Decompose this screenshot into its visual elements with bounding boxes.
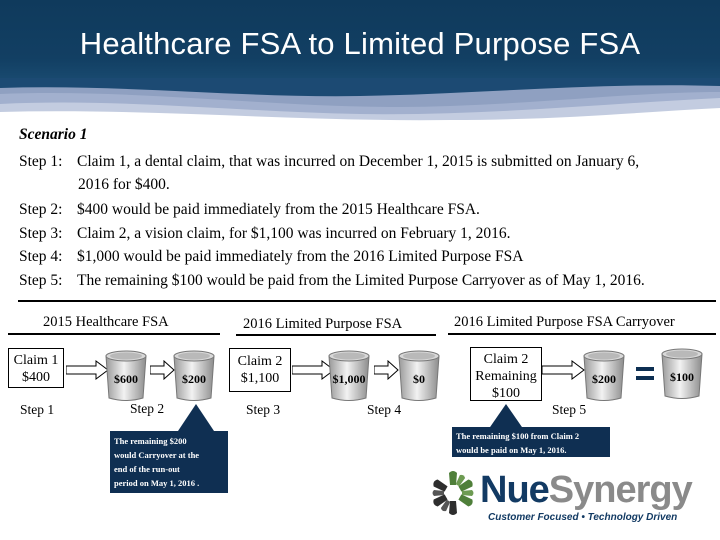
- claim-amount: $400: [22, 370, 50, 385]
- section-underline: [448, 333, 716, 335]
- step-5-line: [19, 269, 717, 293]
- step-4-line: [19, 245, 717, 269]
- step-3-line: [19, 222, 717, 246]
- header-wave-decoration: [0, 78, 720, 124]
- scenario-text: [19, 126, 717, 292]
- bucket-icon: [393, 348, 445, 404]
- step-label: Step 2:: [19, 201, 63, 218]
- step-1-line: [19, 150, 717, 198]
- scenario-heading: Scenario 1: [19, 126, 88, 143]
- callout-line: The remaining $100 from Claim 2: [456, 431, 580, 441]
- step-label: Step 5:: [19, 271, 63, 289]
- bucket-amount: $200: [182, 372, 206, 386]
- logo-wordmark: [480, 470, 692, 510]
- callout-pointer: [176, 404, 216, 434]
- claim-label: Claim 1: [13, 353, 59, 368]
- bucket-icon: [578, 348, 630, 404]
- claim-2-callout: [452, 427, 610, 457]
- claim-amount: $100: [492, 386, 520, 401]
- section-underline: [8, 333, 220, 335]
- step-2-label: Step 2: [130, 401, 165, 416]
- bucket-icon: [323, 348, 375, 404]
- nuesynergy-logo: [430, 468, 715, 528]
- step-label: Step 1:: [19, 153, 63, 170]
- claim-1-box: [8, 348, 64, 388]
- claim-2-remaining-box: [470, 347, 542, 401]
- claim-2-box: [229, 348, 291, 392]
- slide-title: Healthcare FSA to Limited Purpose FSA: [79, 26, 641, 61]
- claim-label: Claim 2: [237, 354, 283, 369]
- bucket-amount: $200: [592, 372, 616, 386]
- step-1-label: Step 1: [20, 402, 55, 417]
- logo-mark-icon: [430, 470, 476, 516]
- section-2016-lp-fsa-carryover: 2016 Limited Purpose FSA Carryover: [454, 314, 675, 330]
- step-text: The remaining $100 would be paid from the Limited Purpose Carryover as of May 1, 2016.: [77, 271, 645, 289]
- equals-icon: [636, 367, 654, 381]
- step-text: Claim 1, a dental claim, that was incurred on December 1, 2015 is submitted on January 6,: [77, 153, 640, 170]
- bucket-amount: $600: [114, 372, 138, 386]
- section-underline: [236, 334, 436, 336]
- callout-line: period on May 1, 2016 .: [114, 478, 200, 488]
- bucket-icon: [168, 348, 220, 404]
- step-2-line: [19, 198, 717, 222]
- step-text: $400 would be paid immediately from the 2015 Healthcare FSA.: [77, 201, 480, 218]
- logo-wordmark-part2: Synergy: [548, 469, 692, 511]
- carryover-callout: [110, 431, 228, 493]
- callout-line: would Carryover at the: [114, 450, 200, 460]
- bucket-icon: [100, 348, 152, 404]
- section-2016-limited-purpose-fsa: 2016 Limited Purpose FSA: [243, 316, 403, 332]
- bucket-amount: $100: [670, 370, 694, 384]
- bucket-amount: $0: [413, 372, 425, 386]
- claim-label: Remaining: [475, 369, 537, 384]
- step-5-label: Step 5: [552, 402, 587, 417]
- step-4-label: Step 4: [367, 402, 402, 417]
- step-text: Claim 2, a vision claim, for $1,100 was incurred on February 1, 2016.: [77, 224, 511, 242]
- section-2015-healthcare-fsa: 2015 Healthcare FSA: [43, 314, 169, 330]
- bucket-amount: $1,000: [332, 372, 366, 386]
- claim-amount: $1,100: [240, 371, 280, 386]
- step-text-continued: 2016 for $400.: [78, 176, 170, 193]
- callout-line: The remaining $200: [114, 436, 187, 446]
- logo-wordmark-part1: Nue: [480, 469, 549, 511]
- step-text: $1,000 would be paid immediately from the 2016 Limited Purpose FSA: [77, 248, 524, 265]
- callout-line: would be paid on May 1, 2016.: [456, 445, 567, 455]
- step-label: Step 4:: [19, 248, 63, 265]
- divider-line: [18, 300, 716, 302]
- logo-tagline: Customer Focused • Technology Driven: [488, 512, 678, 523]
- step-3-label: Step 3: [246, 402, 281, 417]
- step-label: Step 3:: [19, 224, 63, 242]
- claim-label: Claim 2: [483, 352, 529, 367]
- bucket-icon: [656, 346, 708, 402]
- callout-line: end of the run-out: [114, 464, 180, 474]
